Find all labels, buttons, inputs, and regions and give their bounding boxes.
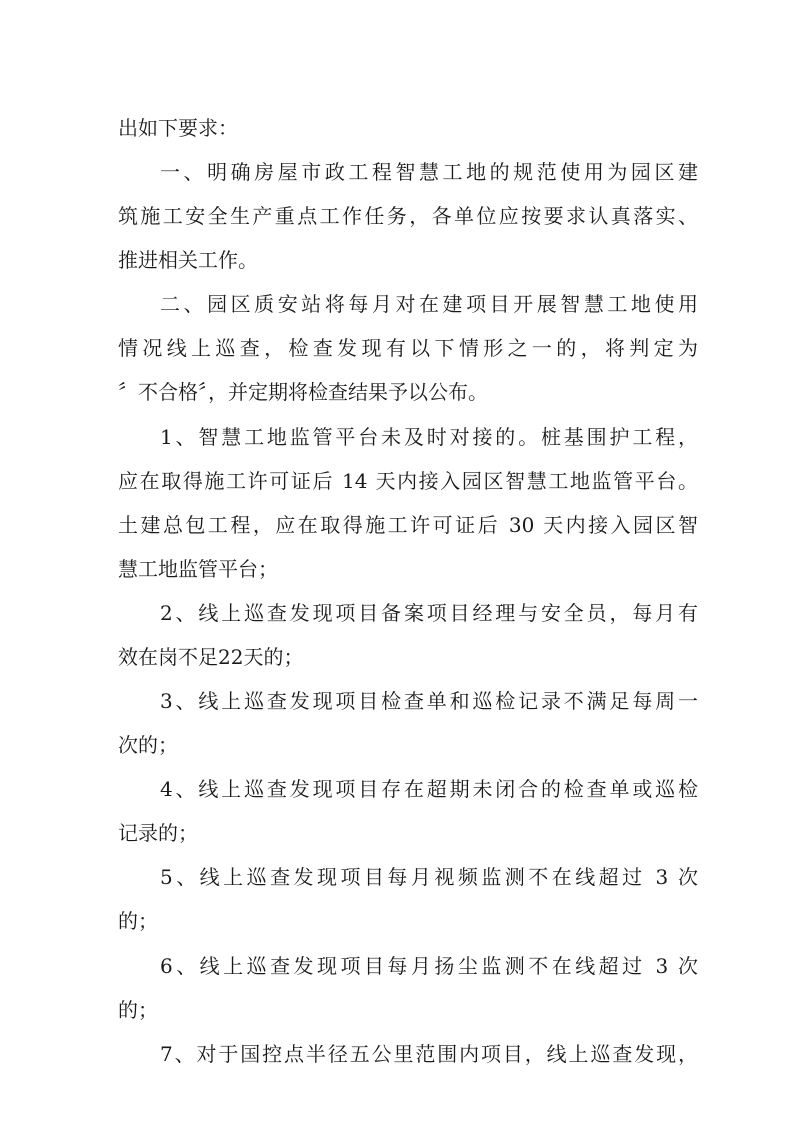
paragraph-first-line: 二、园区质安站将每月对在建项目开展智慧工地使用 [160,292,698,316]
paragraph-first-line: 一、明确房屋市政工程智慧工地的规范使用为园区建 [160,160,698,184]
text-line: 的； [118,909,158,933]
text-line: 效在岗不足22天的； [118,645,304,669]
paragraph-first-line: 6、线上巡查发现项目每月扬尘监测不在线超过 3 次 [160,954,698,978]
text-line: 次的； [118,733,178,757]
text-line: 出如下要求： [118,116,238,140]
text-line: 情况线上巡查，检查发现有以下情形之一的，将判定为 [118,336,698,360]
paragraph-first-line: 1、智慧工地监管平台未及时对接的。桩基围护工程， [160,425,698,449]
text-line: 土建总包工程，应在取得施工许可证后 30 天内接入园区智 [118,513,698,537]
paragraph-first-line: 3、线上巡查发现项目检查单和巡检记录不满足每周一 [160,689,698,713]
text-line: 慧工地监管平台； [118,557,278,581]
paragraph-first-line: 7、对于国控点半径五公里范围内项目，线上巡查发现， [160,1042,698,1066]
paragraph-first-line: 2、线上巡查发现项目备案项目经理与安全员，每月有 [160,601,698,625]
text-line: 应在取得施工许可证后 14 天内接入园区智慧工地监管平台。 [118,469,698,493]
text-line: 的； [118,998,158,1022]
paragraph-first-line: 4、线上巡查发现项目存在超期未闭合的检查单或巡检 [160,777,698,801]
text-line: 筑施工安全生产重点工作任务，各单位应按要求认真落实、 [118,204,698,228]
text-line: 记录的； [118,821,198,845]
text-line: 〞不合格〞，并定期将检查结果予以公布。 [118,380,488,404]
paragraph-first-line: 5、线上巡查发现项目每月视频监测不在线超过 3 次 [160,865,698,889]
text-line: 推进相关工作。 [118,248,258,272]
